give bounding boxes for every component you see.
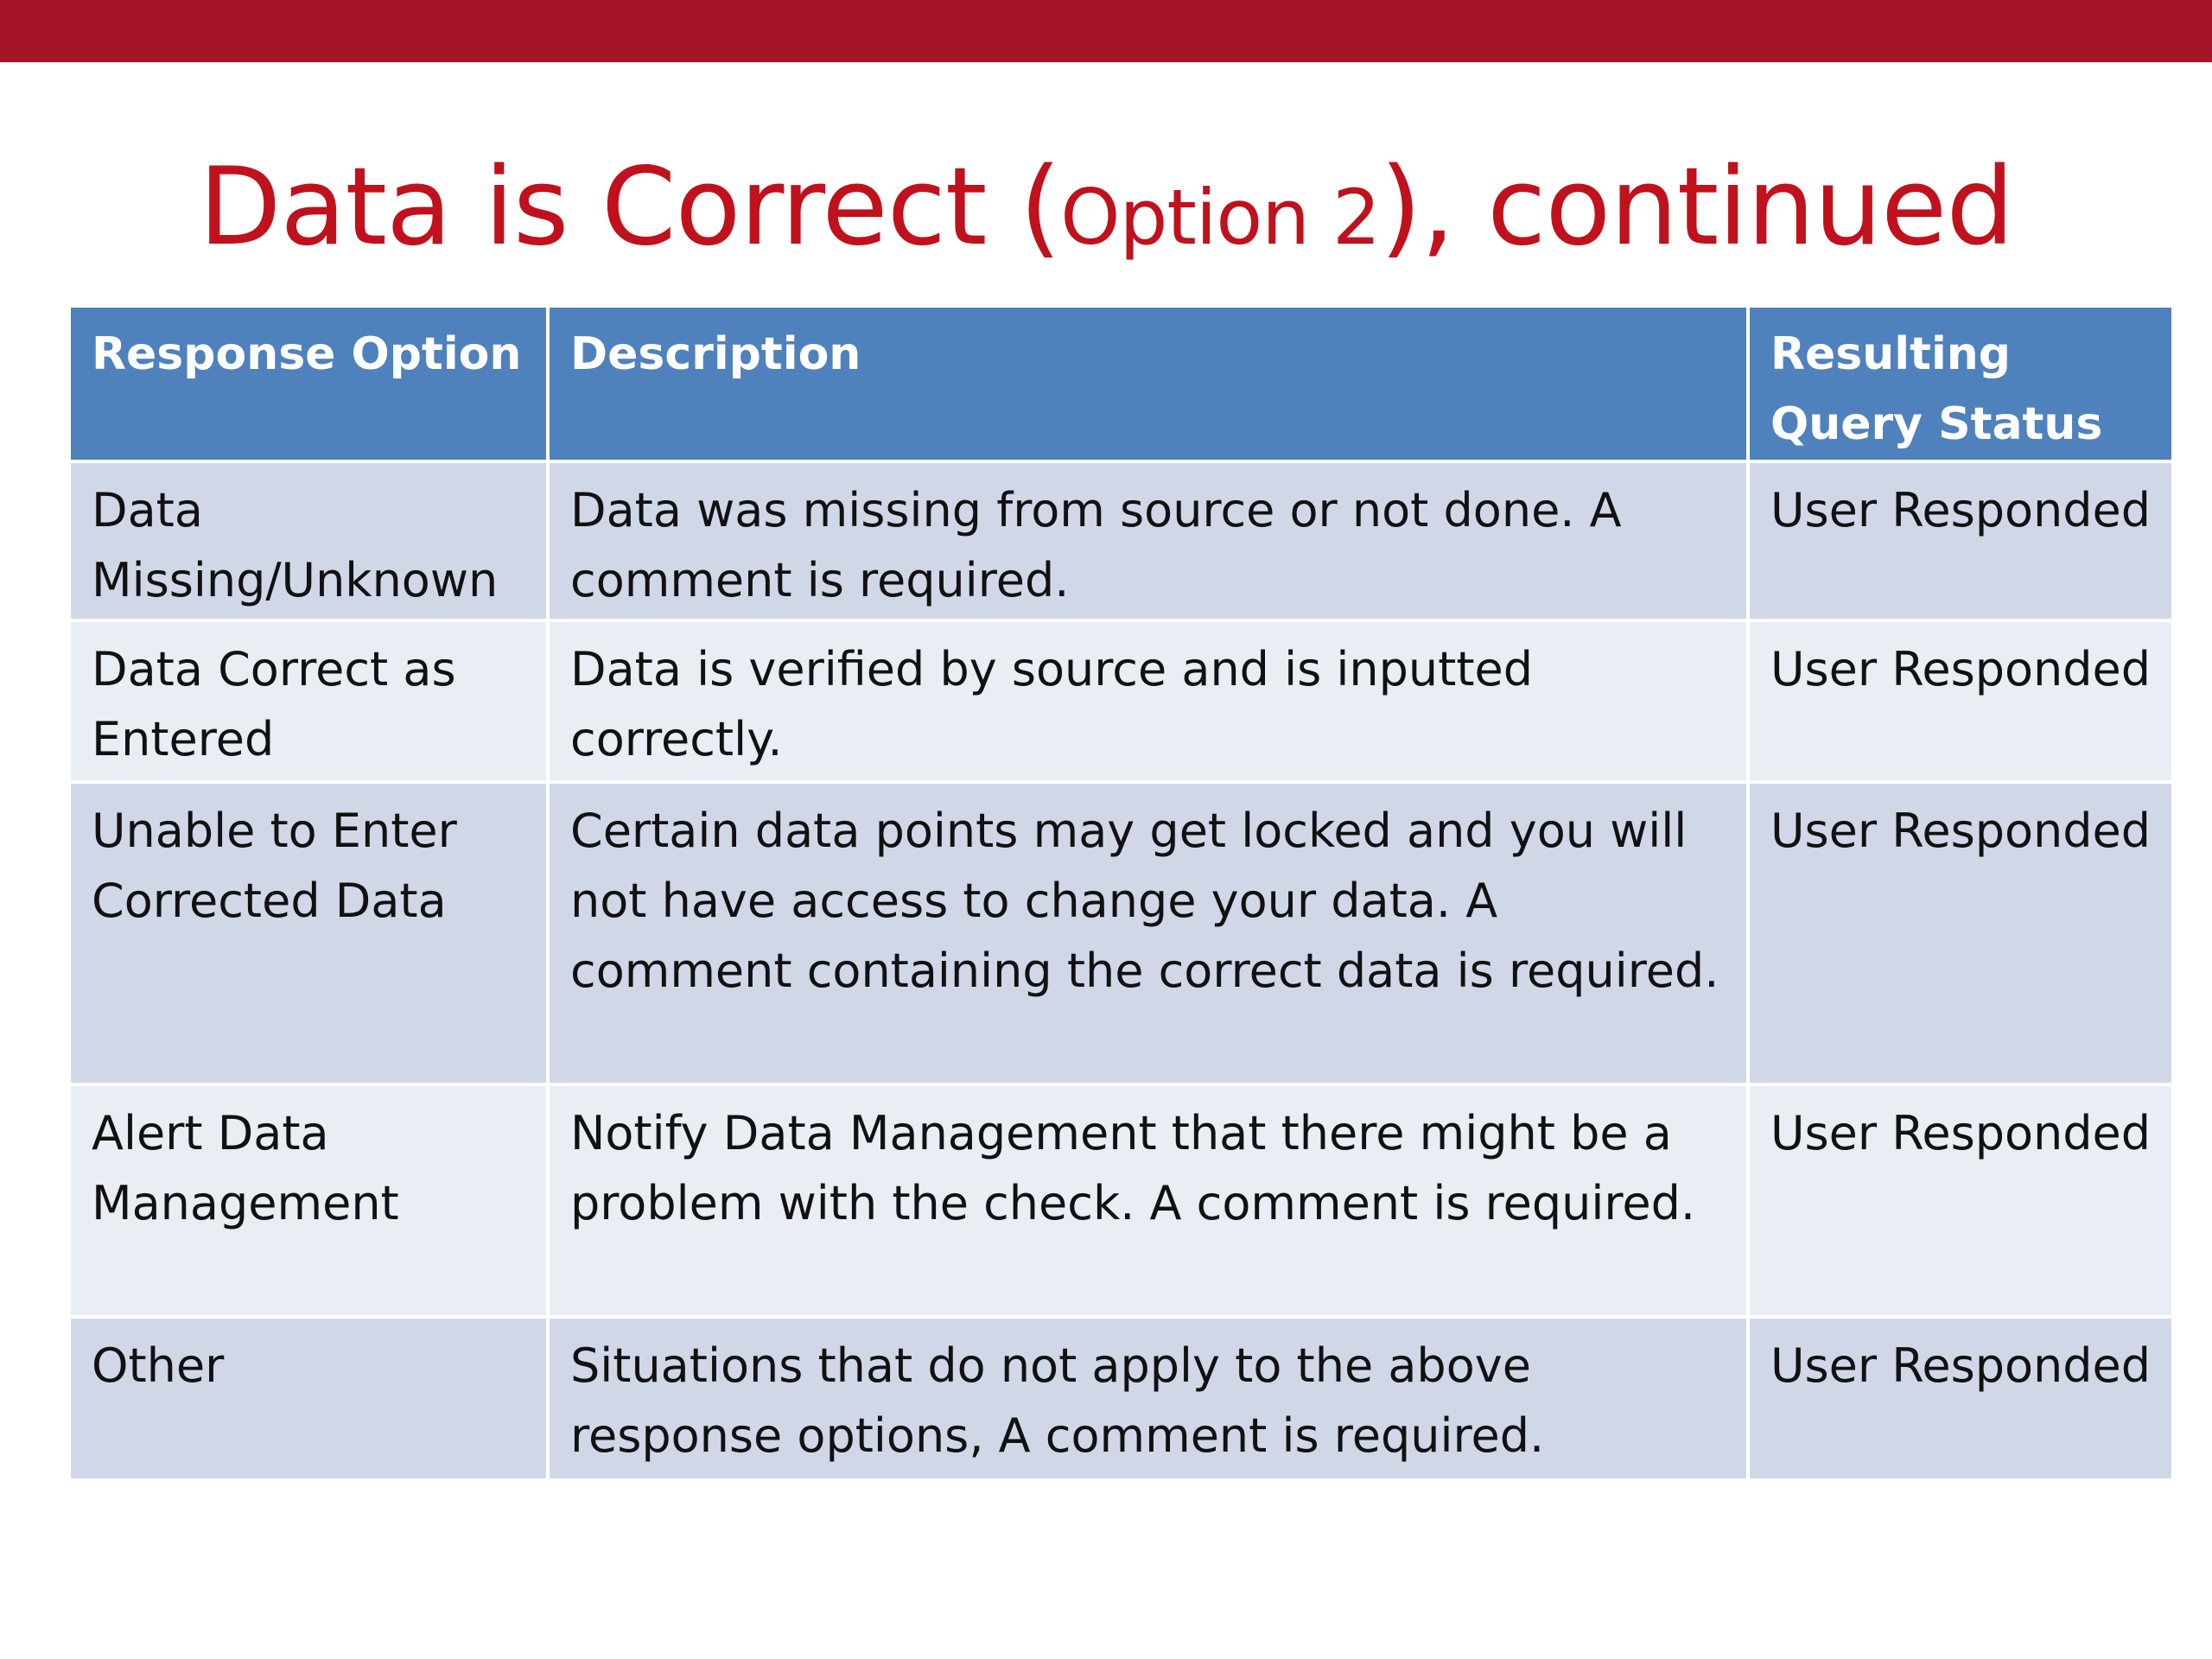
- response-options-table: [67, 304, 2175, 1482]
- cell-response-option: Other: [71, 1319, 546, 1478]
- cell-query-status: User Responded: [1750, 1086, 2171, 1315]
- cell-response-option: Data Correct as Entered: [71, 622, 546, 780]
- cell-description: Data is verified by source and is inputted correctly.: [550, 622, 1746, 780]
- header-description: Description: [550, 308, 1746, 460]
- cell-response-option: Unable to Enter Corrected Data: [71, 784, 546, 1083]
- header-response-option: Response Option: [71, 308, 546, 460]
- title-option: Option 2: [1060, 173, 1380, 262]
- cell-response-option: Alert Data Management: [71, 1086, 546, 1315]
- cell-query-status: User Responded: [1750, 1319, 2171, 1478]
- cell-description: Certain data points may get locked and you will not have access to change your data. A comment containing the correct data is required.: [550, 784, 1746, 1083]
- table-header-row: [71, 308, 2171, 460]
- cell-description: Situations that do not apply to the above response options, A comment is required.: [550, 1319, 1746, 1478]
- cell-query-status: User Responded: [1750, 463, 2171, 619]
- header-query-status: Resulting Query Status: [1750, 308, 2171, 460]
- table-row: [71, 784, 2171, 1083]
- cell-description: Notify Data Management that there might be a problem with the check. A comment is required.: [550, 1086, 1746, 1315]
- table-row: [71, 1086, 2171, 1315]
- title-main: Data is Correct (: [198, 145, 1061, 270]
- title-rest: ), continued: [1379, 145, 2014, 270]
- cell-query-status: User Responded: [1750, 784, 2171, 1083]
- table-row: [71, 1319, 2171, 1478]
- table-row: [71, 463, 2171, 619]
- slide-title: [0, 138, 2212, 287]
- cell-query-status: User Responded: [1750, 622, 2171, 780]
- top-accent-bar: [0, 0, 2212, 62]
- cell-description: Data was missing from source or not done. A comment is required.: [550, 463, 1746, 619]
- cell-response-option: Data Missing/Unknown: [71, 463, 546, 619]
- table-row: [71, 622, 2171, 780]
